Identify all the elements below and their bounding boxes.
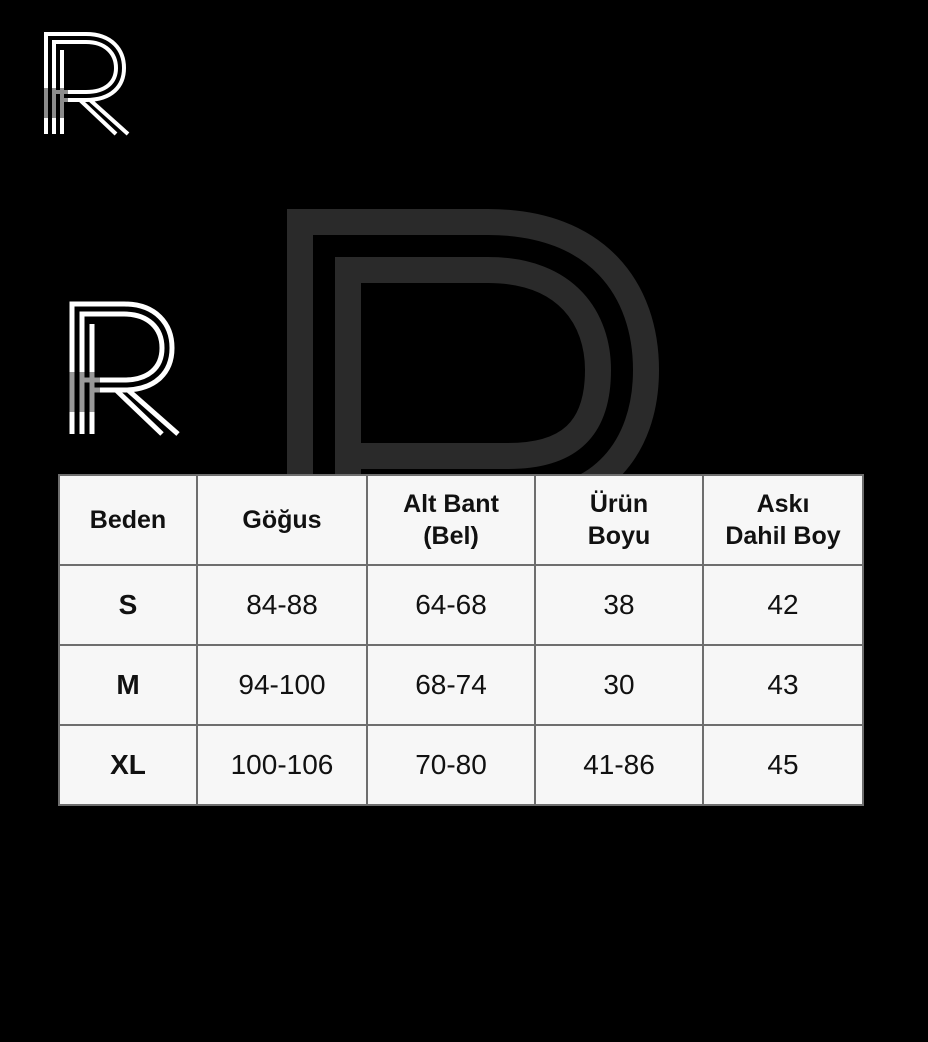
brand-logo-large-icon: [64, 296, 182, 438]
table-header-row: [59, 475, 863, 565]
table-row: [59, 725, 863, 805]
header-label: Ürün: [589, 490, 649, 518]
table-row: [59, 645, 863, 725]
size-chart-table: [58, 474, 864, 806]
header-label: Göğus: [242, 506, 322, 534]
table-cell: 84-88: [197, 565, 367, 645]
header-aski-dahil-boy: [703, 475, 863, 565]
header-alt-bant: [367, 475, 535, 565]
table-cell: 43: [703, 645, 863, 725]
table-cell: 38: [535, 565, 703, 645]
table-cell: 68-74: [367, 645, 535, 725]
size-cell: S: [59, 565, 197, 645]
table-cell: 64-68: [367, 565, 535, 645]
watermark-logo-icon: [278, 200, 668, 500]
header-label: Alt Bant: [403, 490, 499, 518]
header-label-line2: (Bel): [423, 522, 479, 550]
table-cell: 70-80: [367, 725, 535, 805]
header-label-line2: Dahil Boy: [725, 522, 841, 550]
brand-logo-icon: [40, 28, 132, 138]
header-gogus: [197, 475, 367, 565]
header-urun-boyu: [535, 475, 703, 565]
table-cell: 94-100: [197, 645, 367, 725]
table-cell: 30: [535, 645, 703, 725]
size-cell: M: [59, 645, 197, 725]
header-beden: [59, 475, 197, 565]
table-cell: 45: [703, 725, 863, 805]
table-cell: 42: [703, 565, 863, 645]
header-label: Beden: [89, 506, 167, 534]
table-cell: 100-106: [197, 725, 367, 805]
table-cell: 41-86: [535, 725, 703, 805]
header-label: Askı: [756, 490, 810, 518]
header-label-line2: Boyu: [587, 522, 651, 550]
size-cell: XL: [59, 725, 197, 805]
table-row: [59, 565, 863, 645]
